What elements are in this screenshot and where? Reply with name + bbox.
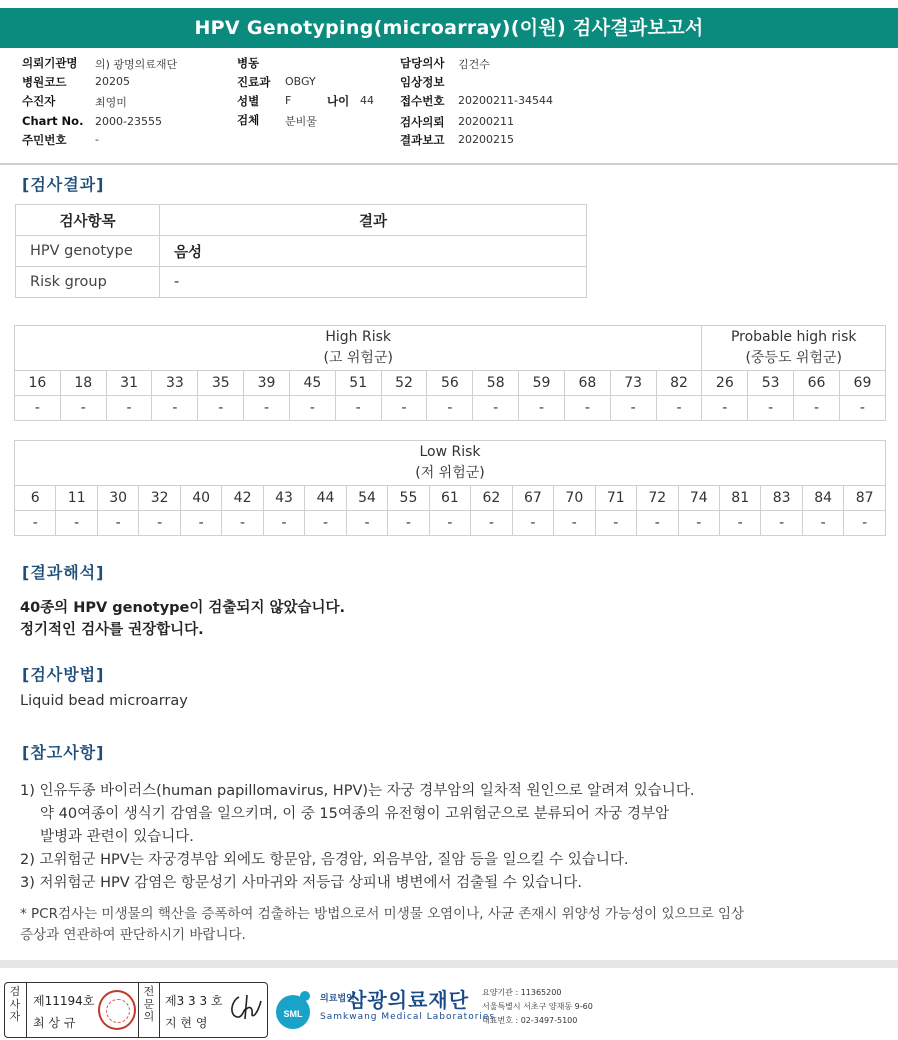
- genotype-number: 82: [656, 371, 702, 396]
- genotype-result: -: [335, 396, 381, 421]
- table-row: [16, 267, 587, 298]
- genotype-number: 59: [519, 371, 565, 396]
- label-hospital-code: 병원코드: [22, 75, 67, 89]
- logo-english-name: Samkwang Medical Laboratories: [320, 1012, 496, 1022]
- genotype-result: -: [152, 396, 198, 421]
- genotype-number-row: [15, 486, 886, 511]
- genotype-result-row: [15, 511, 886, 536]
- value-specimen: 분비물: [285, 115, 317, 128]
- value-receipt-no: 20200211-34544: [458, 94, 553, 107]
- genotype-result: -: [346, 511, 387, 536]
- genotype-result-row: [15, 396, 886, 421]
- note-1-cont: 약 40여종이 생식기 감염을 일으키며, 이 중 15여종의 유전형이 고위험군으로 분류되어 자궁 경부암: [40, 806, 670, 822]
- value-requesting-institution: 의) 광명의료재단: [95, 58, 178, 71]
- high-risk-subtitle: (고 위험군): [323, 350, 393, 366]
- genotype-result: -: [381, 396, 427, 421]
- genotype-number: 55: [388, 486, 429, 511]
- label-clinical-info: 임상정보: [400, 75, 445, 89]
- section-title-result: [검사결과]: [22, 175, 105, 194]
- contact-address: 서울특별시 서초구 양재동 9-60: [482, 1002, 593, 1011]
- value-chart-no: 2000-23555: [95, 115, 162, 128]
- genotype-result: -: [610, 396, 656, 421]
- genotype-result: -: [427, 396, 473, 421]
- genotype-result: -: [678, 511, 719, 536]
- genotype-number: 44: [305, 486, 346, 511]
- notes-list: [20, 780, 694, 895]
- genotype-number: 31: [106, 371, 152, 396]
- specialist-name: 지 현 영: [165, 1016, 208, 1030]
- genotype-result: -: [244, 396, 290, 421]
- value-hospital-code: 20205: [95, 75, 130, 88]
- genotype-result: -: [761, 511, 802, 536]
- signature-box: [4, 982, 268, 1038]
- low-risk-title: Low Risk: [419, 444, 481, 460]
- low-risk-header: [15, 441, 886, 486]
- note-1: 1) 인유두종 바이러스(human papillomavirus, HPV)는 자궁 경부암의 일차적 원인으로 알려져 있습니다.: [20, 783, 695, 799]
- section-title-notes: [참고사항]: [22, 743, 105, 762]
- value-doctor: 김건수: [458, 58, 490, 71]
- genotype-number: 71: [595, 486, 636, 511]
- genotype-result: -: [512, 511, 553, 536]
- genotype-number: 35: [198, 371, 244, 396]
- genotype-number: 74: [678, 486, 719, 511]
- company-logo: [320, 984, 469, 1013]
- genotype-number: 53: [748, 371, 794, 396]
- high-risk-title: High Risk: [325, 329, 392, 345]
- note-3: 3) 저위험군 HPV 감염은 항문성기 사마귀와 저등급 상피내 병변에서 검출될 수 있습니다.: [20, 875, 582, 891]
- probable-high-risk-subtitle: (중등도 위험군): [745, 350, 842, 366]
- pcr-footnote: [20, 904, 880, 946]
- report-footer: [0, 960, 898, 1040]
- note-2: 2) 고위험군 HPV는 자궁경부암 외에도 항문암, 음경암, 외음부암, 질암 등을 일으킬 수 있습니다.: [20, 852, 629, 868]
- genotype-result: -: [388, 511, 429, 536]
- report-title: HPV Genotyping(microarray)(이원) 검사결과보고서: [0, 8, 898, 48]
- genotype-number: 84: [802, 486, 843, 511]
- logo-prefix: 의료법인: [320, 993, 355, 1004]
- high-risk-header: [15, 326, 702, 371]
- genotype-result: -: [839, 396, 885, 421]
- genotype-number-row: [15, 371, 886, 396]
- genotype-result: -: [429, 511, 470, 536]
- row-label-risk-group: Risk group: [16, 267, 160, 298]
- label-ward: 병동: [237, 56, 260, 70]
- signature-icon: [225, 991, 265, 1025]
- genotype-number: 81: [719, 486, 760, 511]
- genotype-number: 69: [839, 371, 885, 396]
- result-table: [15, 204, 587, 298]
- genotype-result: -: [15, 511, 56, 536]
- genotype-result: -: [656, 396, 702, 421]
- genotype-result: -: [15, 396, 61, 421]
- svg-text:SML: SML: [283, 1009, 303, 1019]
- genotype-number: 18: [60, 371, 106, 396]
- interpretation-line-1: 40종의 HPV genotype이 검출되지 않았습니다.: [20, 600, 346, 616]
- genotype-number: 52: [381, 371, 427, 396]
- genotype-number: 26: [702, 371, 748, 396]
- genotype-number: 83: [761, 486, 802, 511]
- genotype-result: -: [263, 511, 304, 536]
- genotype-result: -: [60, 396, 106, 421]
- genotype-result: -: [473, 396, 519, 421]
- value-department: OBGY: [285, 75, 316, 88]
- label-chart-no: Chart No.: [22, 114, 84, 128]
- label-requesting-institution: 의뢰기관명: [22, 56, 78, 70]
- contact-phone: 대표번호 : 02-3497-5100: [482, 1016, 578, 1025]
- genotype-result: -: [97, 511, 138, 536]
- specialist-label: 전 문 의: [143, 985, 155, 1023]
- row-value-risk-group: -: [160, 267, 587, 298]
- label-specimen: 검체: [237, 113, 260, 127]
- genotype-number: 39: [244, 371, 290, 396]
- label-age: 나이: [327, 94, 350, 108]
- genotype-result: -: [595, 511, 636, 536]
- genotype-result: -: [106, 396, 152, 421]
- genotype-number: 68: [564, 371, 610, 396]
- genotype-result: -: [180, 511, 221, 536]
- genotype-number: 67: [512, 486, 553, 511]
- probable-high-risk-header: [702, 326, 886, 371]
- header-result: 결과: [160, 205, 587, 236]
- section-title-method: [검사방법]: [22, 665, 105, 684]
- value-patient: 최영미: [95, 96, 127, 109]
- examiner-label: 검 사 자: [9, 985, 21, 1023]
- examiner-license: 제11194호: [33, 994, 95, 1008]
- interpretation-text: [20, 597, 345, 641]
- value-report-date: 20200215: [458, 133, 514, 146]
- value-request-date: 20200211: [458, 115, 514, 128]
- genotype-result: -: [519, 396, 565, 421]
- genotype-number: 66: [794, 371, 840, 396]
- genotype-number: 33: [152, 371, 198, 396]
- genotype-number: 16: [15, 371, 61, 396]
- label-doctor: 담당의사: [400, 56, 445, 70]
- genotype-result: -: [719, 511, 760, 536]
- label-report-date: 결과보고: [400, 133, 445, 147]
- divider: [26, 983, 27, 1037]
- examiner-name: 최 상 규: [33, 1016, 76, 1030]
- sml-logo-icon: [272, 988, 314, 1030]
- header-test-item: 검사항목: [16, 205, 160, 236]
- contact-code: 요양기관 : 11365200: [482, 988, 562, 997]
- genotype-result: -: [844, 511, 886, 536]
- genotype-number: 73: [610, 371, 656, 396]
- genotype-result: -: [139, 511, 180, 536]
- genotype-number: 45: [289, 371, 335, 396]
- probable-high-risk-title: Probable high risk: [730, 329, 857, 345]
- divider: [138, 983, 139, 1037]
- logo-name: 삼광의료재단: [347, 988, 470, 1012]
- value-resident-no: -: [95, 133, 99, 146]
- row-label-hpv-genotype: HPV genotype: [16, 236, 160, 267]
- row-value-hpv-genotype: 음성: [160, 236, 587, 267]
- genotype-result: -: [471, 511, 512, 536]
- patient-info: [0, 55, 898, 165]
- genotype-number: 51: [335, 371, 381, 396]
- note-1-cont-2: 발병과 관련이 있습니다.: [40, 829, 194, 845]
- genotype-result: -: [56, 511, 97, 536]
- label-request-date: 검사의뢰: [400, 115, 445, 129]
- genotype-number: 40: [180, 486, 221, 511]
- genotype-number: 43: [263, 486, 304, 511]
- genotype-number: 32: [139, 486, 180, 511]
- genotype-result: -: [748, 396, 794, 421]
- genotype-result: -: [198, 396, 244, 421]
- genotype-number: 58: [473, 371, 519, 396]
- genotype-number: 11: [56, 486, 97, 511]
- label-receipt-no: 접수번호: [400, 94, 445, 108]
- genotype-number: 72: [637, 486, 678, 511]
- genotype-number: 56: [427, 371, 473, 396]
- genotype-result: -: [637, 511, 678, 536]
- genotype-result: -: [794, 396, 840, 421]
- label-resident-no: 주민번호: [22, 133, 67, 147]
- footnote-line-1: * PCR검사는 미생물의 핵산을 증폭하여 검출하는 방법으로서 미생물 오염이나, 사균 존재시 위양성 가능성이 있으므로 임상: [20, 906, 745, 922]
- interpretation-line-2: 정기적인 검사를 권장합니다.: [20, 622, 204, 638]
- genotype-result: -: [222, 511, 263, 536]
- divider: [159, 983, 160, 1037]
- genotype-result: -: [289, 396, 335, 421]
- low-risk-genotype-table: [14, 440, 886, 536]
- genotype-number: 87: [844, 486, 886, 511]
- specialist-license: 제3 3 3 호: [165, 994, 223, 1008]
- genotype-result: -: [802, 511, 843, 536]
- genotype-result: -: [305, 511, 346, 536]
- value-sex: F: [285, 94, 292, 107]
- method-text: Liquid bead microarray: [20, 693, 188, 709]
- label-sex: 성별: [237, 94, 260, 108]
- genotype-number: 62: [471, 486, 512, 511]
- genotype-number: 30: [97, 486, 138, 511]
- genotype-number: 61: [429, 486, 470, 511]
- high-risk-genotype-table: [14, 325, 886, 421]
- company-contact: [482, 986, 593, 1028]
- low-risk-subtitle: (저 위험군): [415, 465, 485, 481]
- genotype-number: 54: [346, 486, 387, 511]
- genotype-result: -: [702, 396, 748, 421]
- footnote-line-2: 증상과 연관하여 판단하시기 바랍니다.: [20, 927, 246, 943]
- genotype-number: 6: [15, 486, 56, 511]
- genotype-result: -: [554, 511, 595, 536]
- table-row: [16, 236, 587, 267]
- value-age: 44: [360, 94, 374, 107]
- genotype-number: 42: [222, 486, 263, 511]
- label-department: 진료과: [237, 75, 271, 89]
- genotype-number: 70: [554, 486, 595, 511]
- seal-stamp: [98, 990, 136, 1030]
- genotype-result: -: [564, 396, 610, 421]
- label-patient: 수진자: [22, 94, 56, 108]
- section-title-interpretation: [결과해석]: [22, 563, 105, 582]
- result-table-header: [16, 205, 587, 236]
